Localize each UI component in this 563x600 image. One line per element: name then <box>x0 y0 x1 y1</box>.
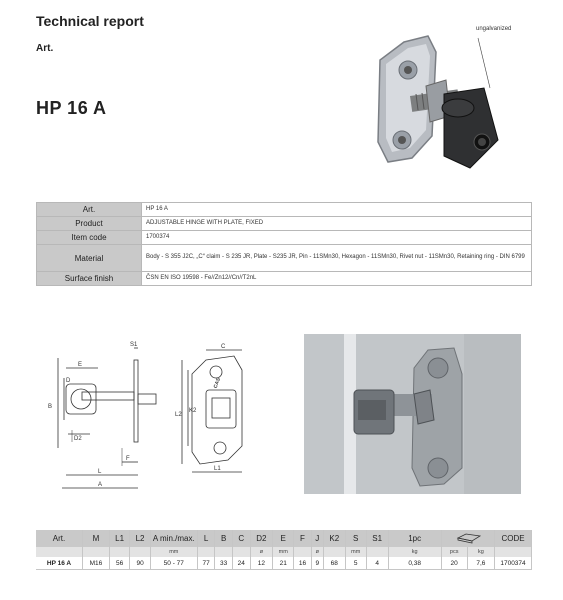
front-view-drawing <box>172 340 262 480</box>
dims-unit-cell: mm <box>150 547 197 557</box>
dims-header-cell: D2 <box>250 530 273 547</box>
dim-label-k2: K2 <box>189 408 197 414</box>
spec-label: Material <box>37 245 142 272</box>
dims-header-cell: L1 <box>109 530 129 547</box>
dims-unit-cell <box>109 547 129 557</box>
dims-value-cell: 77 <box>197 557 215 570</box>
dims-value-cell: 21 <box>273 557 294 570</box>
product-code: HP 16 A <box>36 98 107 118</box>
spec-value: HP 16 A <box>142 203 532 217</box>
side-view-drawing <box>42 338 172 498</box>
dims-unit-cell: kg <box>388 547 441 557</box>
dim-label-e: E <box>78 362 83 368</box>
dims-value-cell: 20 <box>441 557 467 570</box>
dims-unit-cell <box>83 547 110 557</box>
spec-value: ADJUSTABLE HINGE WITH PLATE, FIXED <box>142 217 532 231</box>
spec-value: ČSN EN ISO 19598 - Fe//Zn12//Cn//T2nL <box>142 272 532 286</box>
dims-header-cell: S <box>345 530 366 547</box>
dims-value-cell: 5 <box>345 557 366 570</box>
dims-header-cell: L2 <box>130 530 150 547</box>
dims-unit-cell <box>36 547 83 557</box>
dims-header-cell: Art. <box>36 530 83 547</box>
dim-label-s1: S1 <box>130 342 138 348</box>
dims-unit-cell <box>294 547 312 557</box>
dims-unit-cell <box>130 547 150 557</box>
dims-unit-cell: ø <box>311 547 323 557</box>
spec-row-item-code <box>37 231 532 245</box>
spec-table <box>36 202 532 286</box>
dims-header-cell: J <box>311 530 323 547</box>
stamp-mark: CAS <box>212 377 223 390</box>
dims-unit-cell: pcs <box>441 547 467 557</box>
dims-header-cell: K2 <box>323 530 345 547</box>
dims-units-row <box>36 547 532 557</box>
dims-value-cell: 56 <box>109 557 129 570</box>
dim-label-d2: D2 <box>74 436 82 442</box>
installed-hinge-photo <box>304 334 521 494</box>
dims-unit-cell: ø <box>250 547 273 557</box>
dims-unit-cell <box>366 547 388 557</box>
spec-label: Product <box>37 217 142 231</box>
dims-unit-cell: mm <box>345 547 366 557</box>
dims-unit-cell <box>232 547 250 557</box>
dims-value-cell: 24 <box>232 557 250 570</box>
dims-header-cell: L <box>197 530 215 547</box>
dim-label-b: B <box>48 404 53 410</box>
dim-label-a: A <box>98 482 103 488</box>
dims-value-cell: 7,6 <box>467 557 494 570</box>
dims-value-cell: 33 <box>215 557 233 570</box>
dims-header-cell: M <box>83 530 110 547</box>
dim-label-l1: L1 <box>214 466 221 472</box>
spec-label: Item code <box>37 231 142 245</box>
dim-label-l2: L2 <box>175 412 182 418</box>
dim-label-l: L <box>98 469 102 475</box>
dims-value-cell: 4 <box>366 557 388 570</box>
dims-value-cell: 0,38 <box>388 557 441 570</box>
spec-row-product <box>37 217 532 231</box>
dims-header-cell: 1pc <box>388 530 441 547</box>
report-title: Technical report <box>36 13 144 29</box>
spec-row-surface-finish <box>37 272 532 286</box>
spec-row-art <box>37 203 532 217</box>
spec-value: 1700374 <box>142 231 532 245</box>
dims-value-cell: HP 16 A <box>36 557 83 570</box>
spec-label: Surface finish <box>37 272 142 286</box>
dims-value-cell: 68 <box>323 557 345 570</box>
dims-header-cell: B <box>215 530 233 547</box>
dims-header-cell: E <box>273 530 294 547</box>
dims-value-cell: 1700374 <box>495 557 532 570</box>
spec-row-material <box>37 245 532 272</box>
dim-label-f: F <box>126 456 130 462</box>
ungalvanized-note: ungalvanized <box>476 26 512 32</box>
dim-label-d: D <box>66 378 71 384</box>
installed-hinge-graphic <box>304 334 521 494</box>
dims-header-cell: S1 <box>366 530 388 547</box>
dims-value-cell: 9 <box>311 557 323 570</box>
box-icon <box>441 530 494 547</box>
art-label: Art. <box>36 43 54 54</box>
dims-header-cell: A min./max. <box>150 530 197 547</box>
dims-unit-cell: mm <box>273 547 294 557</box>
dims-value-cell: 50 - 77 <box>150 557 197 570</box>
dim-label-c: C <box>221 344 226 350</box>
dims-header-cell: CODE <box>495 530 532 547</box>
spec-value: Body - S 355 J2C, „C“ claim - S 235 JR, Plate - S235 JR, Pin - 11SMn30, Hexagon - 11SMn30, Rivet nut - 11SMn30, Retaining ring - DIN 6799 <box>142 245 532 272</box>
dims-header-row <box>36 530 532 547</box>
dims-value-cell: M16 <box>83 557 110 570</box>
dims-value-row <box>36 557 532 570</box>
dims-unit-cell <box>197 547 215 557</box>
dims-unit-cell <box>215 547 233 557</box>
package-icon <box>454 532 482 544</box>
spec-label: Art. <box>37 203 142 217</box>
product-render-image <box>366 30 536 190</box>
dims-unit-cell: kg <box>467 547 494 557</box>
dims-value-cell: 90 <box>130 557 150 570</box>
dims-table <box>36 530 532 570</box>
dims-unit-cell <box>323 547 345 557</box>
dims-value-cell: 12 <box>250 557 273 570</box>
dims-value-cell: 16 <box>294 557 312 570</box>
dims-header-cell: C <box>232 530 250 547</box>
dims-header-cell: F <box>294 530 312 547</box>
dims-unit-cell <box>495 547 532 557</box>
